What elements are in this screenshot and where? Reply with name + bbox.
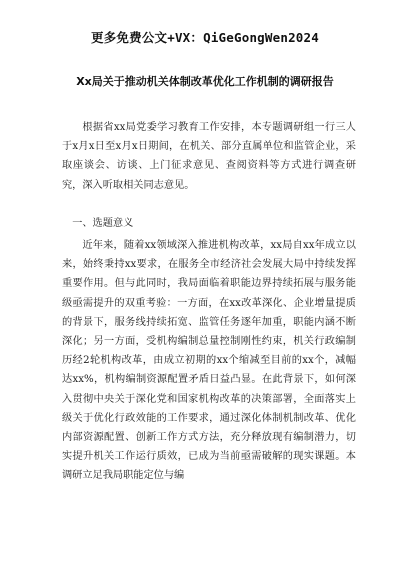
section-body-paragraph: 近年来，随着xx领域深入推进机构改革，xx局自xx年成立以来，始终秉持xx要求，在服务全市经济社会发展大局中持续发挥重要作用。但与此同时，我局面临着职能边界持续拓展与服务能级亟需提升的双重考验：一方面，在xx改革深化、企业增量提质的背景下，服务线持续拓宽、监管任务逐年加重，职能内涵不断深化；另一方面，受机构编制总量控制刚性约束，机关行政编制历经2轮机构改革，由成立初期的xx个缩减至目前的xx个，减幅达xx%，机构编制资源配置矛盾日益凸显。在此背景下，如何深入贯彻中央关于深化党和国家机构改革的决策部署，全面落实上级关于优化行政效能的工作要求，通过深化体制机制改革、优化内部资源配置、创新工作方式方法，充分释放现有编制潜力，切实提升机关工作运行质效，已成为当前亟需破解的现实课题。本调研立足我局职能定位与编 xyxy=(62,240,356,482)
intro-paragraph: 根据省xx局党委学习教育工作安排，本专题调研组一行三人于x月x日至x月x日期间，在机关、部分直属单位和监管企业，采取座谈会、访谈、上门征求意见、查阅资料等方式进行调查研究，深入听取相关同志意见。 xyxy=(62,122,356,191)
document-title: Xx局关于推动机关体制改革优化工作机制的调研报告 xyxy=(76,75,334,88)
section-heading: 一、选题意义 xyxy=(72,218,134,229)
promo-header: 更多免费公文+VX：QiGeGongWen2024 xyxy=(91,30,319,45)
